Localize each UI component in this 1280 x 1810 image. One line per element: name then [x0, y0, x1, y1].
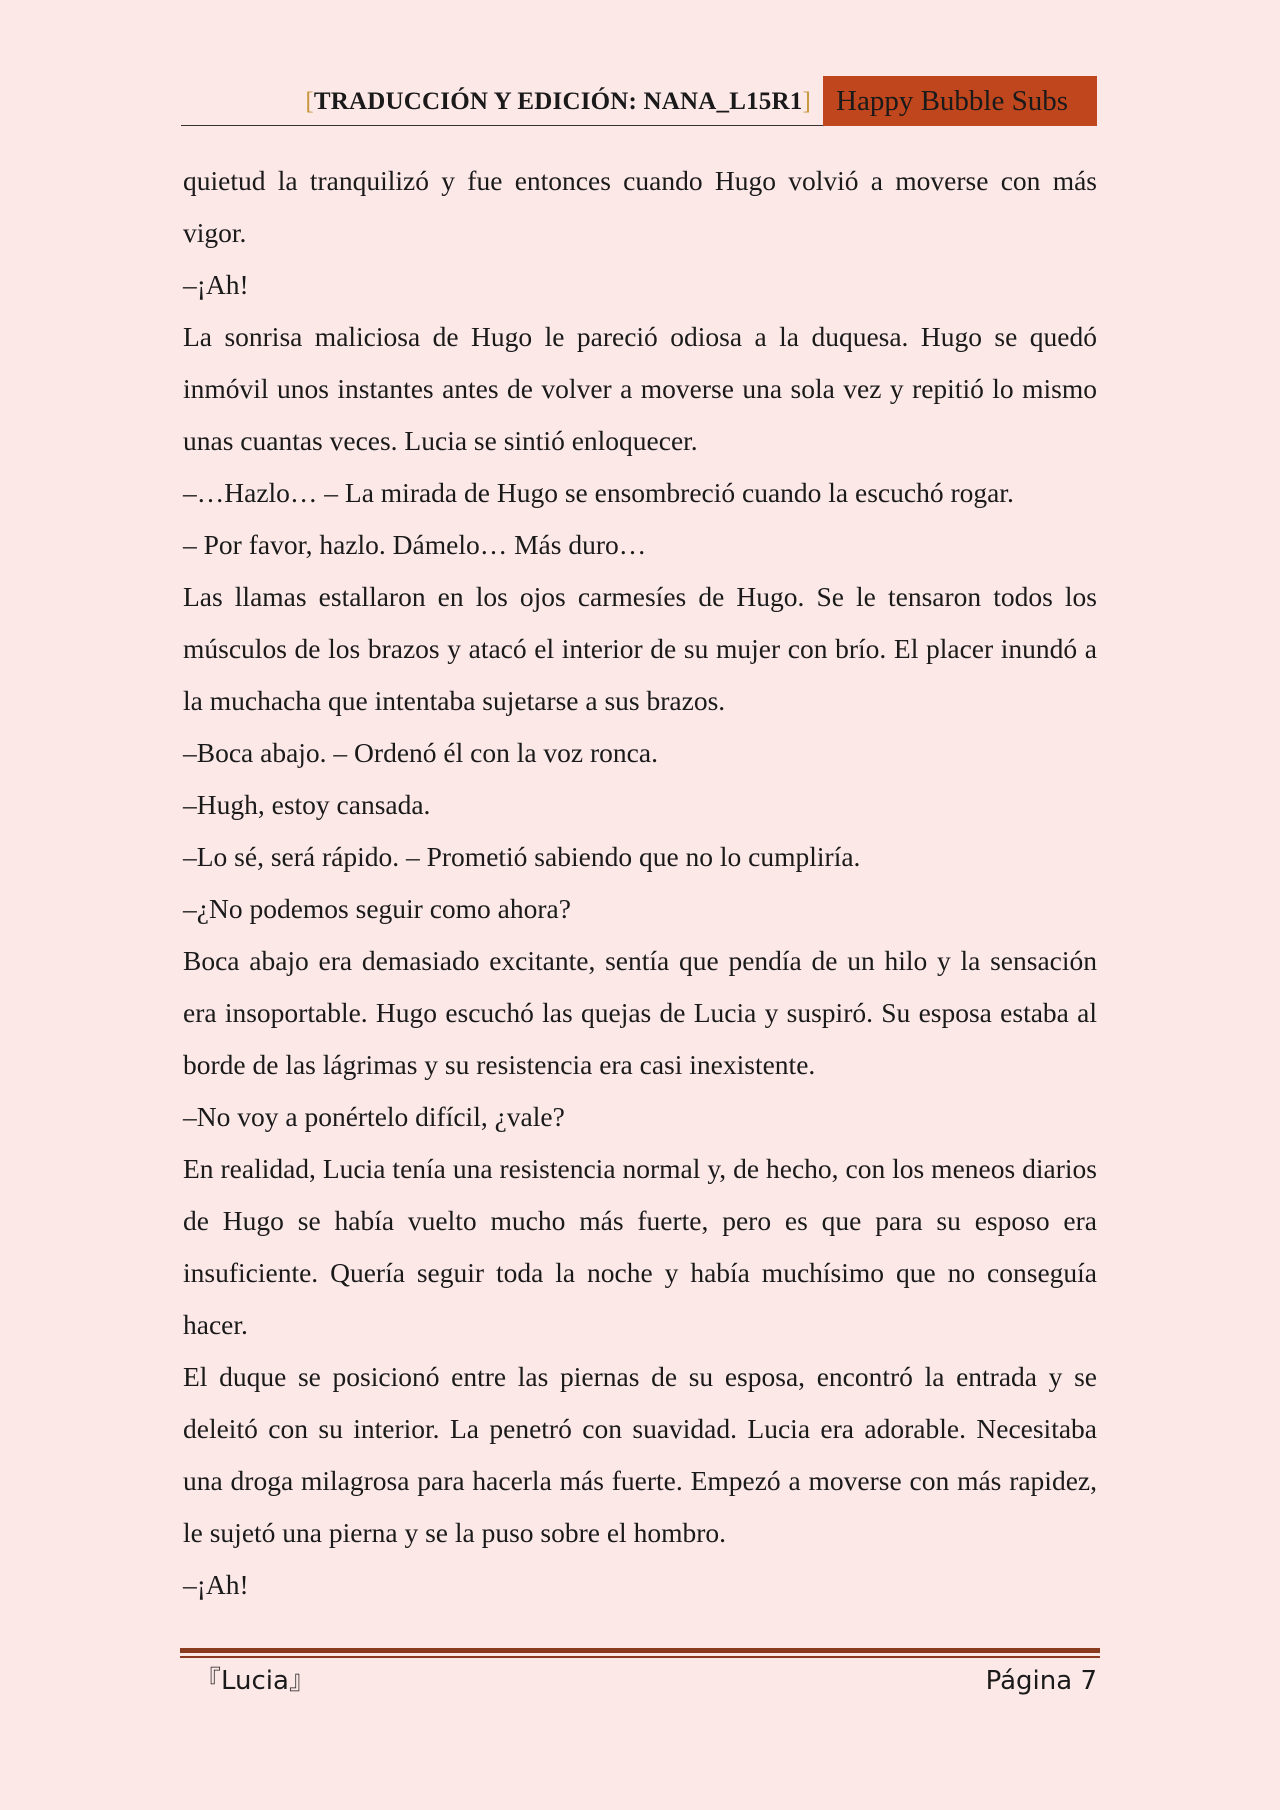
paragraph: –Hugh, estoy cansada. [183, 789, 431, 820]
page-number: Página 7 [985, 1666, 1097, 1696]
paragraph: Boca abajo era demasiado excitante, sentía que pendía de un hilo y la sensación era insoportable. Hugo escuchó las quejas de Lucia y suspiró. Su esposa estaba al borde de las lágrimas y su resistencia era casi inexistente. [183, 945, 1097, 1080]
bracket-close: ] [802, 88, 811, 115]
paragraph: –Boca abajo. – Ordenó él con la voz ronca. [183, 737, 658, 768]
paragraph: El duque se posicionó entre las piernas de su esposa, encontró la entrada y se deleitó con su interior. La penetró con suavidad. Lucia era adorable. Necesitaba una droga milagrosa para hacerla más fuerte. Empezó a moverse con más rapidez, le sujetó una pierna y se la puso sobre el hombro. [183, 1361, 1097, 1548]
paragraph: La sonrisa maliciosa de Hugo le pareció odiosa a la duquesa. Hugo se quedó inmóvil unos instantes antes de volver a moverse una sola vez y repitió lo mismo unas cuantas veces. Lucia se sintió enloquecer. [183, 321, 1097, 456]
paragraph: Las llamas estallaron en los ojos carmesíes de Hugo. Se le tensaron todos los músculos de los brazos y atacó el interior de su mujer con brío. El placer inundó a la muchacha que intentaba sujetarse a sus brazos. [183, 581, 1097, 716]
bracket-open: [ [305, 88, 314, 115]
paragraph: –Lo sé, será rápido. – Prometió sabiendo que no lo cumpliría. [183, 841, 861, 872]
paragraph: quietud la tranquilizó y fue entonces cuando Hugo volvió a moverse con más vigor. [183, 165, 1097, 248]
group-name-badge: Happy Bubble Subs [823, 76, 1097, 126]
paragraph: –No voy a ponértelo difícil, ¿vale? [183, 1101, 565, 1132]
book-title: 『Lucia』 [195, 1666, 315, 1696]
paragraph: –¡Ah! [183, 1569, 249, 1600]
translation-credit [305, 88, 811, 116]
page-header [181, 76, 1097, 126]
paragraph: – Por favor, hazlo. Dámelo… Más duro… [183, 529, 647, 560]
paragraph: –…Hazlo… – La mirada de Hugo se ensombreció cuando la escuchó rogar. [183, 477, 1014, 508]
page-body [183, 155, 1097, 1611]
footer-divider-thick [180, 1648, 1100, 1653]
paragraph: En realidad, Lucia tenía una resistencia normal y, de hecho, con los meneos diarios de Hugo se había vuelto mucho más fuerte, pero es que para su esposo era insuficiente. Quería seguir toda la noche y había muchísimo que no conseguía hacer. [183, 1153, 1097, 1340]
paragraph: –¿No podemos seguir como ahora? [183, 893, 571, 924]
footer-divider-thin [180, 1656, 1100, 1658]
paragraph: –¡Ah! [183, 269, 249, 300]
credit-text: TRADUCCIÓN Y EDICIÓN: NANA_L15R1 [313, 88, 803, 115]
